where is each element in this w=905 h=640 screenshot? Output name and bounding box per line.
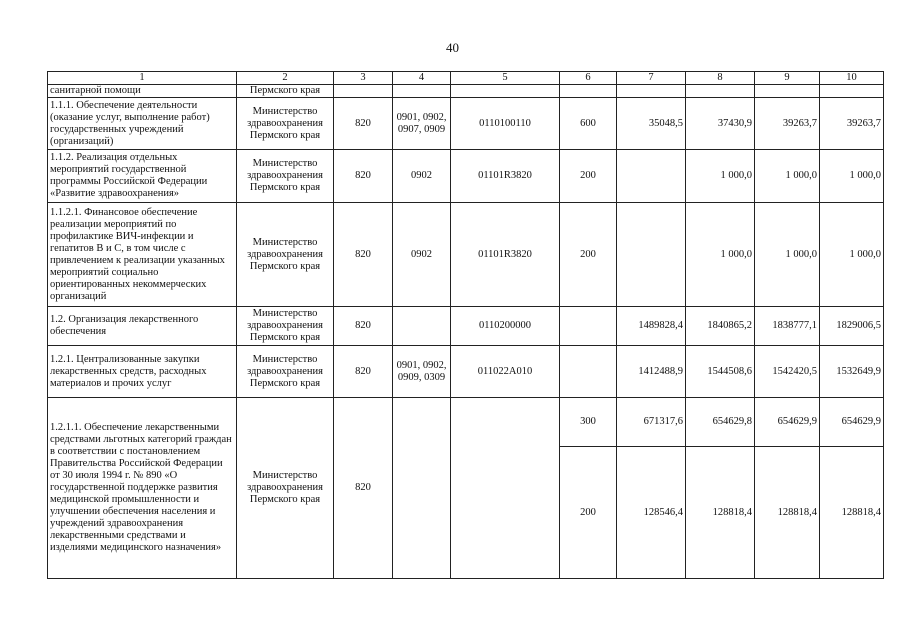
row-organization: Министерство здравоохранения Пермского края (237, 307, 334, 346)
cell-section: 0901, 0902, 0907, 0909 (393, 98, 451, 150)
cell-expense-type: 300 (560, 398, 617, 447)
cell-value: 1 000,0 (686, 150, 755, 203)
cell-value: 654629,8 (686, 398, 755, 447)
cell-grbs: 820 (334, 307, 393, 346)
row-organization: Министерство здравоохранения Пермского края (237, 150, 334, 203)
cell-value: 1542420,5 (755, 346, 820, 398)
cell-value: 1 000,0 (820, 150, 884, 203)
column-header: 6 (560, 72, 617, 85)
cell-value: 1 000,0 (820, 203, 884, 307)
cell-section: 0902 (393, 203, 451, 307)
row-name: 1.1.1. Обеспечение деятельности (оказание услуг, выполнение работ) государственных учреждений (организаций) (48, 98, 237, 150)
cell-expense-type: 200 (560, 447, 617, 579)
row-name: 1.2. Организация лекарственного обеспечения (48, 307, 237, 346)
row-name: 1.2.1.1. Обеспечение лекарственными средствами льготных категорий граждан в соответствии с постановлением Правительства Российской Федерации от 30 июля 1994 г. № 890 «О государственной поддержке развития медицинской промышленности и улучшении обеспечения населения и учреждений здравоохранения лекарственными средствами и изделиями медицинского назначения» (48, 398, 237, 579)
cell-value: 1 000,0 (755, 150, 820, 203)
cell-value (617, 203, 686, 307)
cell-expense-type (560, 307, 617, 346)
cell-target-article: 01101R3820 (451, 150, 560, 203)
cell-value: 128546,4 (617, 447, 686, 579)
row-organization: Министерство здравоохранения Пермского края (237, 203, 334, 307)
row-organization: Министерство здравоохранения Пермского края (237, 98, 334, 150)
cell-expense-type: 200 (560, 203, 617, 307)
cell-value: 39263,7 (755, 98, 820, 150)
cell-value: 1412488,9 (617, 346, 686, 398)
cell-expense-type: 600 (560, 98, 617, 150)
cell-expense-type: 200 (560, 150, 617, 203)
column-header: 2 (237, 72, 334, 85)
cell-section (393, 398, 451, 579)
budget-table (47, 71, 884, 579)
column-number-row (48, 72, 884, 85)
continuation-row (48, 85, 884, 98)
row-name: 1.1.2. Реализация отдельных мероприятий государственной программы Российской Федерации «Развитие здравоохранения» (48, 150, 237, 203)
cell-grbs: 820 (334, 98, 393, 150)
cell-value: 654629,9 (820, 398, 884, 447)
cell-value: 128818,4 (820, 447, 884, 579)
cell-grbs: 820 (334, 150, 393, 203)
column-header: 8 (686, 72, 755, 85)
column-header: 1 (48, 72, 237, 85)
cell-section: 0902 (393, 150, 451, 203)
cell-grbs: 820 (334, 203, 393, 307)
row-organization: Министерство здравоохранения Пермского края (237, 346, 334, 398)
column-header: 5 (451, 72, 560, 85)
cell-value: 128818,4 (686, 447, 755, 579)
cell-target-article (451, 398, 560, 579)
cell-target-article: 011022A010 (451, 346, 560, 398)
cell-value: 1829006,5 (820, 307, 884, 346)
cell-value: 128818,4 (755, 447, 820, 579)
row-name: 1.2.1. Централизованные закупки лекарственных средств, расходных материалов и прочих услуг (48, 346, 237, 398)
row-organization: Пермского края (237, 85, 334, 98)
column-header: 3 (334, 72, 393, 85)
table-row (48, 346, 884, 398)
row-name: 1.1.2.1. Финансовое обеспечение реализации мероприятий по профилактике ВИЧ-инфекции и гепатитов B и C, в том числе с привлечением к реализации указанных мероприятий социально ориентированных некоммерческих организаций (48, 203, 237, 307)
cell-value: 1838777,1 (755, 307, 820, 346)
column-header: 9 (755, 72, 820, 85)
row-organization: Министерство здравоохранения Пермского края (237, 398, 334, 579)
cell-expense-type (560, 346, 617, 398)
cell-value: 1532649,9 (820, 346, 884, 398)
cell-value: 35048,5 (617, 98, 686, 150)
column-header: 7 (617, 72, 686, 85)
row-name: санитарной помощи (48, 85, 237, 98)
cell-value: 1840865,2 (686, 307, 755, 346)
column-header: 10 (820, 72, 884, 85)
cell-value: 1544508,6 (686, 346, 755, 398)
page-number: 40 (446, 40, 459, 55)
cell-target-article: 0110100110 (451, 98, 560, 150)
cell-value: 1489828,4 (617, 307, 686, 346)
cell-target-article: 0110200000 (451, 307, 560, 346)
table-row (48, 398, 884, 447)
cell-grbs: 820 (334, 398, 393, 579)
cell-grbs: 820 (334, 346, 393, 398)
cell-value (617, 150, 686, 203)
table-row (48, 98, 884, 150)
cell-value: 671317,6 (617, 398, 686, 447)
cell-value: 39263,7 (820, 98, 884, 150)
cell-value: 37430,9 (686, 98, 755, 150)
cell-section: 0901, 0902, 0909, 0309 (393, 346, 451, 398)
cell-value: 1 000,0 (686, 203, 755, 307)
table-row (48, 307, 884, 346)
column-header: 4 (393, 72, 451, 85)
table-row (48, 203, 884, 307)
cell-section (393, 307, 451, 346)
cell-target-article: 01101R3820 (451, 203, 560, 307)
cell-value: 654629,9 (755, 398, 820, 447)
cell-value: 1 000,0 (755, 203, 820, 307)
table-row (48, 150, 884, 203)
